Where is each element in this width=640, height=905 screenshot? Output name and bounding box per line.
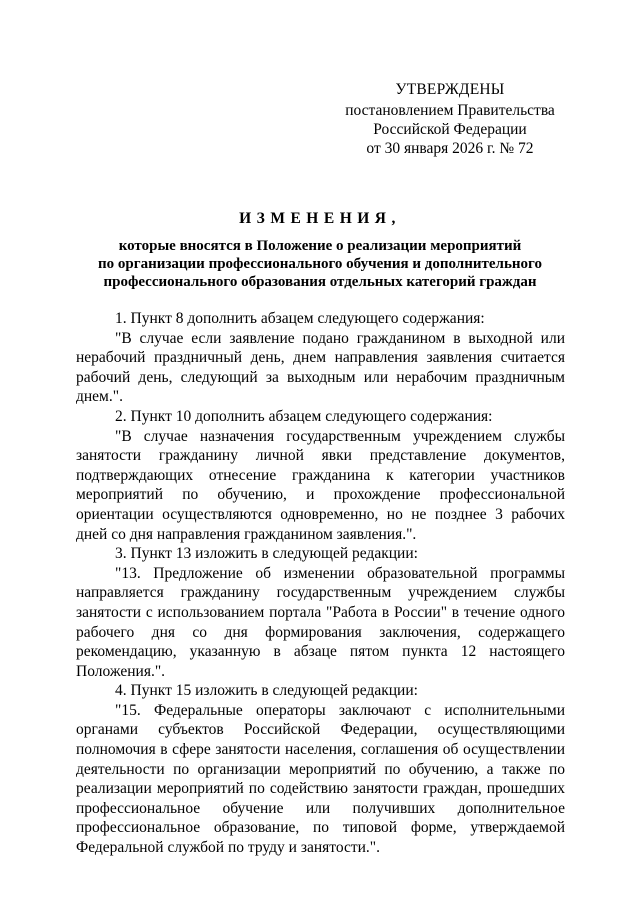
item-3-text: "13. Предложение об изменении образовательной программы направляется гражданину государственным учреждением службы занятости с использованием портала "Работа в России" в течение одного рабочего дня со дня формирования заключения, содержащего рекомендацию, указанную в абзаце пятом пункта 12 настоящего Положения.". <box>76 564 565 680</box>
approval-block <box>330 80 570 158</box>
document-title: ИЗМЕНЕНИЯ, <box>239 210 401 227</box>
approval-heading: УТВЕРЖДЕНЫ <box>395 81 505 98</box>
subtitle-line-3: профессионального образования отдельных категорий граждан <box>103 274 537 290</box>
approval-line-3: от 30 января 2026 г. № 72 <box>366 140 534 157</box>
item-2-text: "В случае назначения государственным учреждением службы занятости гражданину личной явки представление документов, подтверждающих отнесение гражданина к категории участников мероприятий по обучению, и прохождение профессиональной ориентации осуществляются одновременно, но не позднее 3 рабочих дней со дня направления гражданином заявления.". <box>76 427 565 543</box>
approval-line-1: постановлением Правительства <box>345 102 555 119</box>
item-1-heading: 1. Пункт 8 дополнить абзацем следующего содержания: <box>115 310 485 327</box>
item-4-heading: 4. Пункт 15 изложить в следующей редакции: <box>115 682 418 700</box>
item-2-heading: 2. Пункт 10 дополнить абзацем следующего содержания: <box>115 407 493 425</box>
item-3-heading: 3. Пункт 13 изложить в следующей редакции: <box>115 545 418 563</box>
subtitle-line-1: которые вносятся в Положение о реализации мероприятий <box>118 238 522 254</box>
document-body <box>76 309 565 858</box>
item-4-text: "15. Федеральные операторы заключают с исполнительными органами субъектов Российской Федерации, осуществляющими полномочия в сфере занятости населения, соглашения об осуществлении деятельности по организации мероприятий по обучению, а также по реализации мероприятий по содействию занятости граждан, прошедших профессиональное обучение или получивших дополнительное профессиональное образование, по типовой форме, утверждаемой Федеральной службой по труду и занятости.". <box>76 701 565 857</box>
subtitle-line-2: по организации профессионального обучения и дополнительного <box>98 256 542 272</box>
item-1-text: "В случае если заявление подано гражданином в выходной или нерабочий праздничный день, днем направления заявления считается рабочий день, следующий за выходным или нерабочим праздничным днем.". <box>76 329 565 406</box>
approval-line-2: Российской Федерации <box>373 121 527 138</box>
document-subtitle <box>76 237 564 291</box>
